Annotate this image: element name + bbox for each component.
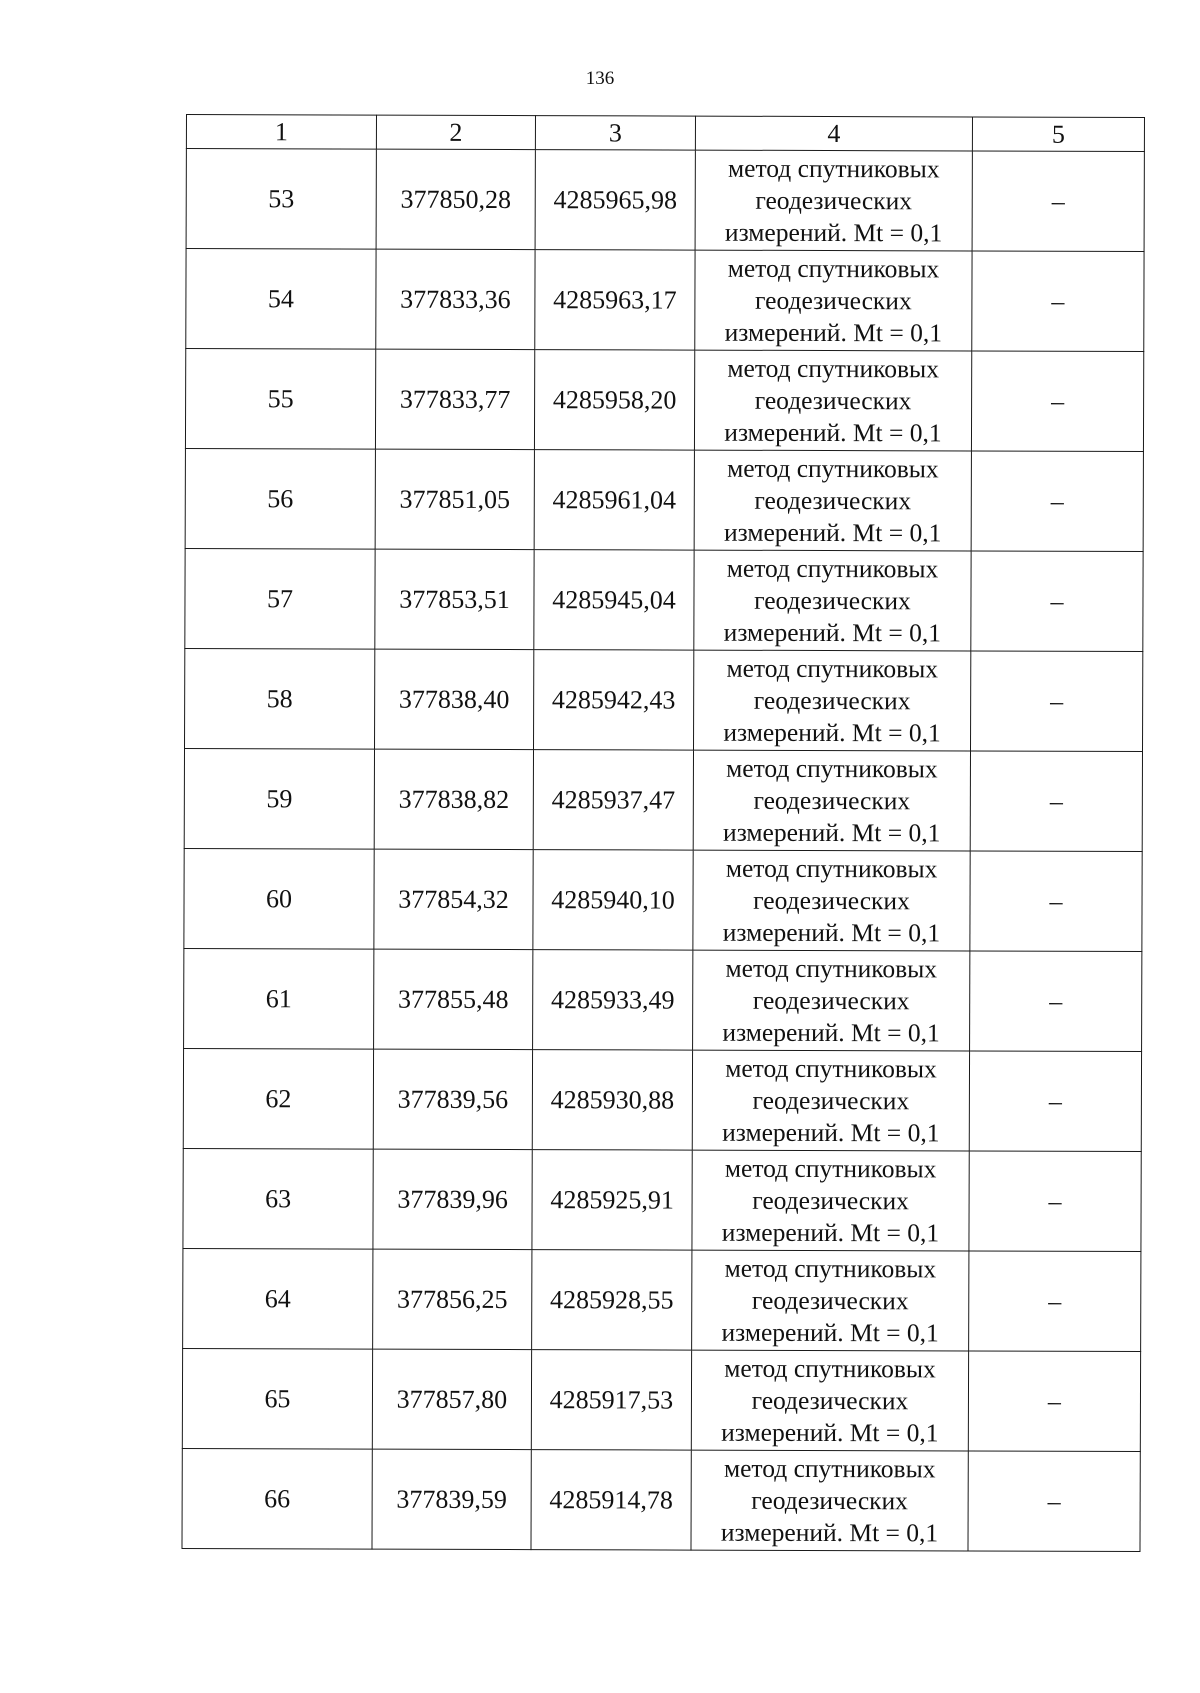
method-line: геодезических (751, 1385, 909, 1415)
method-line: измерений. Mt = 0,1 (723, 817, 941, 847)
method-line: измерений. Mt = 0,1 (722, 1117, 940, 1147)
method-line: геодезических (752, 1085, 910, 1115)
method-line: измерений. Mt = 0,1 (720, 1517, 939, 1547)
method-cell (692, 1150, 969, 1251)
point-number-cell: 58 (185, 648, 375, 749)
y-coordinate-cell: 4285928,55 (532, 1250, 692, 1351)
point-number-cell: 64 (183, 1248, 373, 1349)
point-number-cell: 57 (185, 548, 375, 649)
y-coordinate-cell: 4285945,04 (534, 550, 694, 651)
table-row (183, 1148, 1141, 1251)
x-coordinate-cell: 377833,77 (375, 349, 534, 449)
method-cell (694, 650, 971, 751)
method-cell (694, 450, 971, 551)
x-coordinate-cell: 377833,36 (376, 249, 535, 349)
method-line: геодезических (753, 785, 911, 815)
table-row (185, 349, 1143, 452)
x-coordinate-cell: 377839,59 (372, 1449, 531, 1549)
y-coordinate-cell: 4285933,49 (533, 950, 693, 1051)
table-row (183, 1048, 1141, 1151)
method-cell (694, 550, 971, 651)
method-line: измерений. Mt = 0,1 (724, 217, 943, 247)
note-cell: – (971, 551, 1143, 652)
note-cell: – (970, 751, 1142, 852)
method-line: геодезических (755, 185, 913, 215)
x-coordinate-cell: 377856,25 (373, 1249, 532, 1349)
x-coordinate-cell: 377857,80 (372, 1349, 531, 1449)
table-row (184, 948, 1142, 1051)
x-coordinate-cell: 377851,05 (375, 449, 534, 549)
method-line: измерений. Mt = 0,1 (722, 917, 941, 947)
note-cell: – (969, 1151, 1141, 1252)
point-number-cell: 62 (183, 1048, 373, 1149)
point-number-cell: 53 (186, 149, 376, 250)
method-line: геодезических (751, 1485, 909, 1515)
y-coordinate-cell: 4285925,91 (532, 1150, 692, 1251)
point-number-cell: 65 (182, 1348, 372, 1449)
column-header-3: 3 (535, 116, 695, 151)
x-coordinate-cell: 377838,82 (374, 749, 533, 849)
method-line: геодезических (753, 885, 910, 915)
point-number-cell: 63 (183, 1148, 373, 1249)
point-number-cell: 56 (185, 448, 375, 549)
note-cell: – (970, 951, 1142, 1052)
column-header-5: 5 (972, 117, 1144, 152)
method-cell (692, 1250, 969, 1351)
note-cell: – (971, 351, 1143, 452)
y-coordinate-cell: 4285961,04 (534, 450, 694, 551)
method-line: геодезических (753, 685, 911, 715)
method-cell (693, 950, 970, 1051)
page-number: 136 (585, 68, 615, 89)
method-line: метод спутниковых (725, 1053, 937, 1083)
method-line: метод спутниковых (723, 1453, 936, 1483)
table-body (182, 149, 1144, 1552)
method-line: измерений. Mt = 0,1 (724, 417, 942, 447)
note-cell: – (972, 151, 1144, 252)
method-line: геодезических (754, 485, 912, 515)
note-cell: – (971, 651, 1143, 752)
method-cell (693, 850, 970, 951)
note-cell: – (969, 1251, 1141, 1352)
table-row (186, 249, 1144, 352)
x-coordinate-cell: 377853,51 (375, 549, 534, 649)
table-row (183, 1248, 1141, 1351)
method-line: измерений. Mt = 0,1 (724, 317, 943, 347)
method-line: геодезических (751, 1285, 909, 1315)
column-header-1: 1 (186, 115, 376, 150)
method-line: метод спутниковых (726, 653, 939, 683)
note-cell: – (968, 1351, 1140, 1452)
y-coordinate-cell: 4285958,20 (534, 350, 694, 451)
table-row (185, 448, 1143, 551)
method-line: измерений. Mt = 0,1 (723, 517, 942, 547)
method-line: метод спутниковых (724, 1153, 937, 1183)
method-line: метод спутниковых (726, 753, 938, 783)
method-line: измерений. Mt = 0,1 (723, 617, 942, 647)
method-line: метод спутниковых (728, 153, 940, 183)
y-coordinate-cell: 4285917,53 (531, 1350, 691, 1451)
method-cell (691, 1350, 968, 1451)
x-coordinate-cell: 377855,48 (374, 949, 533, 1049)
point-number-cell: 59 (184, 748, 374, 849)
x-coordinate-cell: 377854,32 (374, 849, 533, 949)
table-row (185, 548, 1143, 651)
y-coordinate-cell: 4285963,17 (535, 250, 695, 351)
method-line: метод спутниковых (725, 853, 938, 883)
method-line: метод спутниковых (727, 453, 939, 483)
method-line: измерений. Mt = 0,1 (721, 1317, 939, 1347)
method-line: геодезических (754, 585, 911, 615)
note-cell: – (972, 251, 1144, 352)
method-cell (695, 250, 972, 351)
method-cell (693, 750, 970, 851)
method-line: метод спутниковых (727, 353, 940, 383)
method-line: геодезических (755, 285, 912, 315)
method-line: измерений. Mt = 0,1 (721, 1417, 939, 1447)
method-cell (692, 1050, 969, 1151)
point-number-cell: 55 (185, 349, 375, 450)
method-line: метод спутниковых (726, 553, 939, 583)
point-number-cell: 66 (182, 1448, 372, 1549)
coordinates-table (181, 114, 1145, 1552)
y-coordinate-cell: 4285937,47 (533, 750, 693, 851)
method-line: геодезических (752, 1185, 909, 1215)
method-cell (694, 350, 971, 451)
table-row (184, 748, 1142, 851)
method-line: метод спутниковых (725, 953, 938, 983)
x-coordinate-cell: 377839,56 (373, 1049, 532, 1149)
point-number-cell: 54 (186, 249, 376, 350)
table-row (184, 848, 1142, 951)
x-coordinate-cell: 377850,28 (376, 149, 535, 249)
y-coordinate-cell: 4285930,88 (532, 1050, 692, 1151)
note-cell: – (971, 451, 1143, 552)
table-row (182, 1448, 1140, 1551)
note-cell: – (970, 851, 1142, 952)
y-coordinate-cell: 4285940,10 (533, 850, 693, 951)
method-line: геодезических (752, 985, 910, 1015)
x-coordinate-cell: 377838,40 (375, 649, 534, 749)
method-cell (691, 1450, 968, 1551)
method-line: измерений. Mt = 0,1 (721, 1217, 940, 1247)
table-row (186, 149, 1144, 252)
method-line: метод спутниковых (724, 1353, 936, 1383)
column-header-4: 4 (695, 116, 972, 151)
method-line: геодезических (754, 385, 912, 415)
column-header-2: 2 (376, 115, 535, 149)
method-line: метод спутниковых (724, 1253, 937, 1283)
method-line: метод спутниковых (727, 253, 940, 283)
note-cell: – (969, 1051, 1141, 1152)
method-line: измерений. Mt = 0,1 (723, 717, 941, 747)
note-cell: – (968, 1451, 1140, 1552)
table-header-row (186, 115, 1144, 152)
y-coordinate-cell: 4285965,98 (535, 150, 695, 251)
method-line: измерений. Mt = 0,1 (722, 1017, 940, 1047)
point-number-cell: 60 (184, 848, 374, 949)
x-coordinate-cell: 377839,96 (373, 1149, 532, 1249)
y-coordinate-cell: 4285914,78 (531, 1450, 691, 1551)
table-row (185, 648, 1143, 751)
point-number-cell: 61 (184, 948, 374, 1049)
table-row (182, 1348, 1140, 1451)
y-coordinate-cell: 4285942,43 (534, 650, 694, 751)
method-cell (695, 150, 972, 251)
